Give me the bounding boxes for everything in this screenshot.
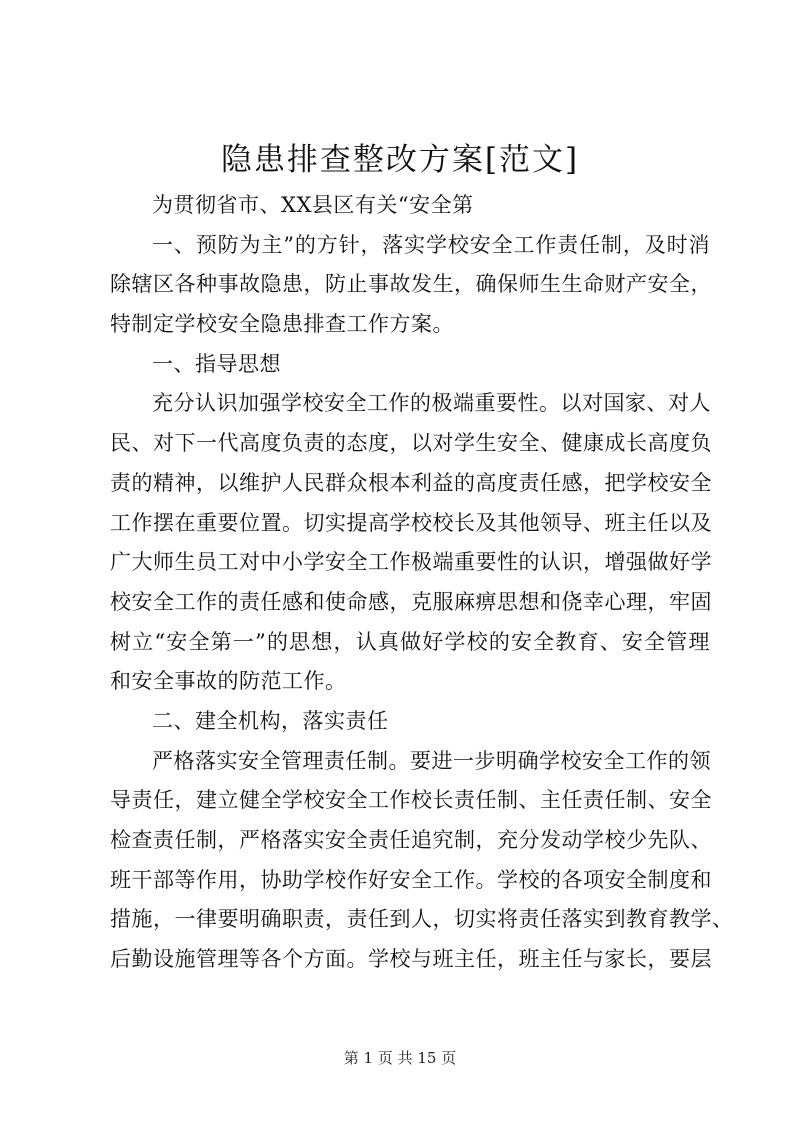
paragraph-line: 树立“安全第一”的思想，认真做好学校的安全教育、安全管理 — [110, 629, 710, 654]
paragraph-line: 充分认识加强学校安全工作的极端重要性。以对国家、对人 — [152, 391, 711, 416]
paragraph-line: 检查责任制，严格落实安全责任追究制，充分发动学校少先队、 — [110, 828, 712, 852]
document-title: 隐患排查整改方案[范文] — [220, 142, 580, 178]
section-heading: 二、建全机构，落实责任 — [152, 708, 389, 733]
paragraph-line: 后勤设施管理等各个方面。学校与班主任，班主任与家长，要层 — [110, 947, 712, 972]
paragraph-line: 特制定学校安全隐患排查工作方案。 — [110, 312, 454, 337]
page-number-footer: 第 1 页 共 15 页 — [343, 1049, 457, 1067]
paragraph-line: 严格落实安全管理责任制。要进一步明确学校安全工作的领 — [152, 748, 711, 773]
document-body — [110, 186, 734, 980]
paragraph-line: 措施，一律要明确职责，责任到人，切实将责任落实到教育教学、 — [110, 907, 734, 932]
paragraph-line: 和安全事故的防范工作。 — [110, 669, 347, 694]
paragraph-line: 班干部等作用，协助学校作好安全工作。学校的各项安全制度和 — [110, 867, 712, 892]
paragraph-line: 校安全工作的责任感和使命感，克服麻痹思想和侥幸心理，牢固 — [110, 589, 712, 614]
paragraph-line: 除辖区各种事故隐患，防止事故发生，确保师生生命财产安全， — [110, 272, 712, 297]
section-heading: 一、指导思想 — [152, 351, 281, 376]
paragraph-line: 一、预防为主”的方针，落实学校安全工作责任制，及时消 — [152, 232, 710, 257]
paragraph-line: 工作摆在重要位置。切实提高学校校长及其他领导、班主任以及 — [110, 510, 712, 535]
paragraph-line: 民、对下一代高度负责的态度，以对学生安全、健康成长高度负 — [110, 431, 712, 456]
paragraph-line: 为贯彻省市、XX县区有关“安全第 — [152, 193, 474, 217]
paragraph-line: 导责任，建立健全学校安全工作校长责任制、主任责任制、安全 — [110, 788, 712, 813]
paragraph-line: 广大师生员工对中小学安全工作极端重要性的认识，增强做好学 — [110, 550, 712, 575]
paragraph-line: 责的精神，以维护人民群众根本利益的高度责任感，把学校安全 — [110, 470, 712, 495]
